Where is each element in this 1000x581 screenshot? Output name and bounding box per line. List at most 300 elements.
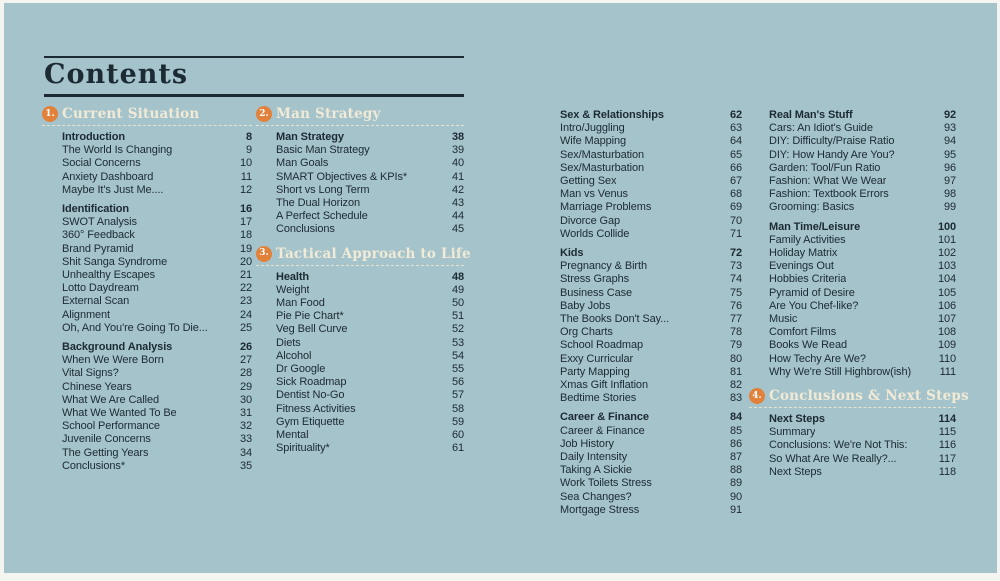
toc-entry-row xyxy=(540,366,742,379)
toc-entry-title: Why We're Still Highbrow(ish) xyxy=(769,365,912,378)
toc-entry-page-number: 49 xyxy=(451,283,464,296)
toc-entry-page-number: 9 xyxy=(245,144,252,157)
toc-entry-title: Job History xyxy=(560,437,614,450)
toc-entry-page-number: 106 xyxy=(937,299,956,312)
toc-entry-page-number: 69 xyxy=(729,201,742,214)
toc-entry-page-number: 57 xyxy=(451,389,464,402)
toc-entry-page-number: 118 xyxy=(938,465,956,478)
toc-entry-row xyxy=(256,337,464,350)
toc-entry-row xyxy=(42,447,252,460)
toc-entry-title: SWOT Analysis xyxy=(62,216,137,229)
toc-entry-row xyxy=(749,122,956,135)
toc-entry-page-number: 85 xyxy=(729,424,742,437)
toc-entry-row xyxy=(540,122,742,135)
toc-entry-page-number: 66 xyxy=(729,161,742,174)
toc-entry-title: Career & Finance xyxy=(560,424,645,437)
toc-entry-row xyxy=(42,171,252,184)
section-header xyxy=(42,106,252,126)
section-title: Tactical Approach to Life xyxy=(276,245,471,262)
toc-entry-page-number: 51 xyxy=(451,310,464,323)
toc-entry-page-number: 32 xyxy=(239,420,252,433)
toc-entry-title: Vital Signs? xyxy=(62,367,119,380)
toc-entry-title: Identification xyxy=(62,203,130,216)
toc-entry-title: The Dual Horizon xyxy=(276,197,360,210)
toc-entry-title: Conclusions xyxy=(276,223,335,236)
toc-entry-title: 360° Feedback xyxy=(62,229,135,242)
section-header xyxy=(749,388,969,408)
toc-entry-title: Brand Pyramid xyxy=(62,242,134,255)
toc-entry-row xyxy=(42,433,252,446)
toc-entry-page-number: 18 xyxy=(239,229,252,242)
toc-entry-row xyxy=(749,149,956,162)
toc-group xyxy=(256,271,464,456)
toc-entry-title: School Performance xyxy=(62,420,160,433)
toc-entry-page-number: 58 xyxy=(451,402,464,415)
toc-entry-row xyxy=(256,403,464,416)
toc-entry-page-number: 17 xyxy=(239,216,252,229)
toc-entry-title: Sex/Masturbation xyxy=(560,148,644,161)
toc-entry-title: Sick Roadmap xyxy=(276,376,347,389)
toc-entry-title: Garden: Tool/Fun Ratio xyxy=(769,161,881,174)
toc-entry-row xyxy=(256,416,464,429)
toc-entry-title: A Perfect Schedule xyxy=(276,210,368,223)
toc-entry-row xyxy=(540,175,742,188)
toc-entry-title: Juvenile Concerns xyxy=(62,433,151,446)
toc-entry-row xyxy=(749,466,956,479)
toc-entry-page-number: 111 xyxy=(939,365,956,378)
toc-entry-row xyxy=(749,247,956,260)
toc-entry-row xyxy=(540,326,742,339)
toc-entry-page-number: 84 xyxy=(729,411,742,424)
toc-group xyxy=(749,109,956,215)
toc-entry-title: Man Goals xyxy=(276,157,329,170)
toc-entry-page-number: 108 xyxy=(937,326,956,339)
toc-entry-title: Summary xyxy=(769,426,816,439)
toc-entry-title: Xmas Gift Inflation xyxy=(560,379,648,392)
toc-entry-title: Comfort Films xyxy=(769,326,837,339)
toc-group-heading-row xyxy=(42,203,252,216)
toc-entry-page-number: 86 xyxy=(729,437,742,450)
toc-entry-row xyxy=(540,215,742,228)
toc-group xyxy=(540,411,742,517)
toc-entry-page-number: 45 xyxy=(451,223,464,236)
toc-entry-page-number: 96 xyxy=(943,161,956,174)
toc-entry-row xyxy=(540,392,742,405)
toc-entry-title: Basic Man Strategy xyxy=(276,144,370,157)
toc-entry-page-number: 27 xyxy=(239,354,252,367)
toc-entry-page-number: 63 xyxy=(729,122,742,135)
toc-entry-title: Next Steps xyxy=(769,413,825,426)
toc-entry-row xyxy=(749,175,956,188)
toc-entry-row xyxy=(749,366,956,379)
toc-entry-title: Family Activities xyxy=(769,233,846,246)
toc-entry-row xyxy=(540,273,742,286)
toc-entry-title: Introduction xyxy=(62,131,125,143)
toc-entry-title: DIY: How Handy Are You? xyxy=(769,148,895,161)
toc-entry-title: Daily Intensity xyxy=(560,451,627,464)
toc-entry-row xyxy=(256,389,464,402)
toc-entry-title: The Books Don't Say... xyxy=(560,313,670,326)
toc-entry-title: Kids xyxy=(560,247,584,260)
toc-entry-title: Party Mapping xyxy=(560,365,630,378)
toc-entry-row xyxy=(540,438,742,451)
toc-entry-page-number: 77 xyxy=(729,313,742,326)
toc-entry-title: Holiday Matrix xyxy=(769,247,838,260)
toc-entry-page-number: 98 xyxy=(943,188,956,201)
toc-entry-row xyxy=(42,295,252,308)
toc-entry-page-number: 35 xyxy=(239,459,252,472)
toc-entry-page-number: 62 xyxy=(729,109,742,121)
toc-entry-row xyxy=(749,326,956,339)
toc-group xyxy=(42,131,252,197)
toc-entry-title: Social Concerns xyxy=(62,157,141,170)
toc-entry-row xyxy=(540,464,742,477)
toc-group-heading-row xyxy=(540,247,742,260)
toc-entry-row xyxy=(540,425,742,438)
toc-entry-title: Fashion: Textbook Errors xyxy=(769,188,889,201)
toc-group-heading-row xyxy=(749,413,956,426)
toc-entry-title: Diets xyxy=(276,336,301,349)
toc-entry-row xyxy=(749,135,956,148)
toc-entry-title: School Roadmap xyxy=(560,339,643,352)
toc-entry-page-number: 50 xyxy=(451,297,464,310)
toc-entry-row xyxy=(42,184,252,197)
toc-entry-page-number: 91 xyxy=(729,503,742,516)
toc-entry-page-number: 10 xyxy=(239,157,252,170)
toc-entry-row xyxy=(540,201,742,214)
toc-entry-title: Mortgage Stress xyxy=(560,503,640,516)
toc-entry-page-number: 21 xyxy=(239,269,252,282)
toc-entry-row xyxy=(540,504,742,517)
toc-entry-row xyxy=(749,188,956,201)
toc-entry-title: Maybe It's Just Me.... xyxy=(62,183,164,196)
toc-entry-page-number: 72 xyxy=(729,247,742,260)
toc-entry-title: Man Food xyxy=(276,297,325,310)
toc-entry-row xyxy=(540,313,742,326)
toc-entry-row xyxy=(42,354,252,367)
toc-entry-title: Sex & Relationships xyxy=(560,109,664,121)
toc-entry-page-number: 54 xyxy=(451,349,464,362)
toc-entry-row xyxy=(256,210,464,223)
toc-entry-row xyxy=(540,228,742,241)
toc-entry-page-number: 82 xyxy=(729,379,742,392)
toc-entry-page-number: 115 xyxy=(938,426,956,439)
toc-entry-page-number: 44 xyxy=(451,210,464,223)
toc-entry-title: Short vs Long Term xyxy=(276,183,370,196)
toc-entry-page-number: 22 xyxy=(239,282,252,295)
toc-entry-row xyxy=(256,376,464,389)
toc-entry-title: Work Toilets Stress xyxy=(560,477,652,490)
toc-entry-page-number: 25 xyxy=(239,321,252,334)
toc-entry-page-number: 33 xyxy=(239,433,252,446)
toc-entry-page-number: 19 xyxy=(239,242,252,255)
toc-entry-row xyxy=(42,229,252,242)
toc-entry-title: Man Time/Leisure xyxy=(769,220,861,233)
toc-entry-title: Conclusions* xyxy=(62,459,126,472)
toc-entry-title: Fashion: What We Wear xyxy=(769,175,887,188)
toc-entry-page-number: 52 xyxy=(451,323,464,336)
toc-entry-title: Music xyxy=(769,313,798,326)
toc-entry-row xyxy=(540,491,742,504)
toc-entry-page-number: 87 xyxy=(729,451,742,464)
toc-entry-page-number: 95 xyxy=(943,148,956,161)
toc-entry-row xyxy=(749,201,956,214)
toc-entry-page-number: 103 xyxy=(937,260,956,273)
toc-entry-title: Books We Read xyxy=(769,339,847,352)
toc-entry-page-number: 100 xyxy=(937,220,956,233)
toc-entry-title: Getting Sex xyxy=(560,175,617,188)
toc-entry-page-number: 107 xyxy=(937,313,956,326)
section-title: Man Strategy xyxy=(276,106,381,122)
toc-entry-title: The Getting Years xyxy=(62,446,149,459)
toc-group-heading-row xyxy=(540,411,742,424)
toc-entry-row xyxy=(749,426,956,439)
toc-group-heading-row xyxy=(540,109,742,122)
toc-entry-page-number: 104 xyxy=(937,273,956,286)
toc-entry-page-number: 38 xyxy=(451,131,464,143)
toc-entry-row xyxy=(540,451,742,464)
toc-entry-title: Dentist No-Go xyxy=(276,389,345,402)
section-number-badge xyxy=(42,106,58,122)
toc-entry-title: Are You Chef-like? xyxy=(769,299,859,312)
toc-group xyxy=(749,221,956,379)
toc-entry-row xyxy=(42,144,252,157)
toc-entry-row xyxy=(42,216,252,229)
toc-entry-page-number: 24 xyxy=(239,308,252,321)
toc-entry-row xyxy=(256,197,464,210)
toc-entry-page-number: 16 xyxy=(239,203,252,216)
toc-entry-title: Grooming: Basics xyxy=(769,201,855,214)
toc-entry-title: Alcohol xyxy=(276,349,312,362)
toc-entry-page-number: 39 xyxy=(451,144,464,157)
toc-entry-page-number: 109 xyxy=(937,339,956,352)
toc-entry-row xyxy=(42,269,252,282)
toc-entry-row xyxy=(256,297,464,310)
toc-entry-page-number: 31 xyxy=(239,407,252,420)
toc-entry-row xyxy=(749,339,956,352)
toc-entry-title: DIY: Difficulty/Praise Ratio xyxy=(769,135,895,148)
toc-entry-title: Cars: An Idiot's Guide xyxy=(769,122,873,135)
toc-entry-title: Unhealthy Escapes xyxy=(62,269,156,282)
toc-entry-title: Spirituality* xyxy=(276,442,330,455)
toc-entry-row xyxy=(540,188,742,201)
toc-entry-page-number: 8 xyxy=(245,131,252,143)
toc-entry-page-number: 75 xyxy=(729,286,742,299)
toc-entry-row xyxy=(42,309,252,322)
toc-entry-title: Man Strategy xyxy=(276,131,344,143)
toc-entry-row xyxy=(256,442,464,455)
toc-entry-row xyxy=(42,243,252,256)
toc-group-heading-row xyxy=(42,341,252,354)
toc-entry-page-number: 28 xyxy=(239,367,252,380)
section-number: 1. xyxy=(45,108,55,119)
toc-entry-title: Divorce Gap xyxy=(560,214,621,227)
toc-entry-page-number: 73 xyxy=(729,260,742,273)
toc-entry-page-number: 48 xyxy=(451,270,464,283)
toc-group-heading-row xyxy=(749,109,956,122)
toc-entry-row xyxy=(749,439,956,452)
toc-entry-page-number: 102 xyxy=(937,247,956,260)
toc-entry-page-number: 23 xyxy=(239,295,252,308)
toc-entry-page-number: 116 xyxy=(938,439,956,452)
toc-entry-row xyxy=(42,407,252,420)
toc-entry-page-number: 105 xyxy=(937,286,956,299)
toc-entry-row xyxy=(540,162,742,175)
toc-column-1 xyxy=(42,106,252,473)
toc-entry-title: Pregnancy & Birth xyxy=(560,260,647,273)
toc-entry-row xyxy=(256,144,464,157)
toc-entry-title: Real Man's Stuff xyxy=(769,109,853,121)
toc-entry-row xyxy=(42,381,252,394)
toc-entry-page-number: 83 xyxy=(729,392,742,405)
toc-entry-page-number: 64 xyxy=(729,135,742,148)
toc-entry-title: Bedtime Stories xyxy=(560,392,637,405)
toc-entry-page-number: 56 xyxy=(451,376,464,389)
toc-group xyxy=(540,247,742,405)
toc-entry-page-number: 26 xyxy=(239,341,252,354)
toc-entry-row xyxy=(749,260,956,273)
toc-entry-page-number: 110 xyxy=(938,352,956,365)
toc-entry-title: Org Charts xyxy=(560,326,613,339)
toc-entry-page-number: 93 xyxy=(943,122,956,135)
toc-entry-title: What We Are Called xyxy=(62,393,160,406)
toc-entry-row xyxy=(540,149,742,162)
section-number: 2. xyxy=(259,108,269,119)
contents-title-block xyxy=(44,56,464,97)
toc-entry-page-number: 81 xyxy=(729,365,742,378)
toc-entry-page-number: 74 xyxy=(729,273,742,286)
toc-entry-row xyxy=(42,420,252,433)
toc-entry-title: Pie Pie Chart* xyxy=(276,310,344,323)
section-number-badge xyxy=(256,246,272,262)
toc-entry-page-number: 65 xyxy=(729,148,742,161)
toc-entry-page-number: 114 xyxy=(938,413,956,426)
toc-entry-title: When We Were Born xyxy=(62,354,164,367)
toc-entry-row xyxy=(540,135,742,148)
toc-entry-row xyxy=(540,300,742,313)
toc-entry-page-number: 67 xyxy=(729,175,742,188)
toc-column-4 xyxy=(749,109,969,479)
toc-group xyxy=(749,413,956,479)
toc-entry-title: Hobbies Criteria xyxy=(769,273,847,286)
toc-entry-title: Mental xyxy=(276,429,309,442)
section-number: 3. xyxy=(259,248,269,259)
toc-entry-row xyxy=(749,353,956,366)
toc-entry-title: Intro/Juggling xyxy=(560,122,625,135)
page-title: Contents xyxy=(44,59,189,90)
toc-entry-title: Fitness Activities xyxy=(276,402,356,415)
toc-entry-title: Baby Jobs xyxy=(560,299,611,312)
toc-entry-title: Wife Mapping xyxy=(560,135,627,148)
toc-entry-title: Shit Sanga Syndrome xyxy=(62,255,168,268)
toc-entry-page-number: 20 xyxy=(239,255,252,268)
toc-entry-row xyxy=(256,323,464,336)
toc-entry-page-number: 89 xyxy=(729,477,742,490)
toc-entry-title: Health xyxy=(276,270,310,283)
toc-entry-page-number: 88 xyxy=(729,464,742,477)
toc-entry-row xyxy=(540,353,742,366)
toc-group xyxy=(42,203,252,335)
toc-entry-row xyxy=(749,162,956,175)
toc-column-3 xyxy=(540,109,742,517)
toc-entry-page-number: 94 xyxy=(943,135,956,148)
toc-entry-page-number: 59 xyxy=(451,415,464,428)
section-number-badge xyxy=(256,106,272,122)
toc-entry-row xyxy=(256,184,464,197)
toc-entry-title: How Techy Are We? xyxy=(769,352,866,365)
toc-entry-row xyxy=(540,477,742,490)
toc-group xyxy=(42,341,252,473)
toc-entry-row xyxy=(540,339,742,352)
toc-entry-title: Man vs Venus xyxy=(560,188,628,201)
toc-entry-title: Taking A Sickie xyxy=(560,464,632,477)
toc-entry-page-number: 99 xyxy=(943,201,956,214)
toc-entry-row xyxy=(749,313,956,326)
toc-column-2 xyxy=(256,106,471,455)
toc-entry-page-number: 41 xyxy=(451,170,464,183)
toc-entry-row xyxy=(42,322,252,335)
toc-entry-row xyxy=(256,157,464,170)
toc-entry-row xyxy=(256,310,464,323)
toc-entry-title: Background Analysis xyxy=(62,341,173,354)
section-header xyxy=(256,245,471,266)
toc-entry-page-number: 43 xyxy=(451,197,464,210)
toc-entry-page-number: 70 xyxy=(729,214,742,227)
toc-entry-page-number: 79 xyxy=(729,339,742,352)
toc-entry-row xyxy=(749,287,956,300)
toc-entry-title: So What Are We Really?... xyxy=(769,452,897,465)
section-number-badge xyxy=(749,388,765,404)
section-header xyxy=(256,106,464,126)
toc-entry-title: Dr Google xyxy=(276,363,326,376)
toc-entry-page-number: 92 xyxy=(943,109,956,121)
toc-entry-title: Marriage Problems xyxy=(560,201,652,214)
toc-entry-page-number: 60 xyxy=(451,429,464,442)
toc-entry-row xyxy=(256,171,464,184)
toc-entry-title: Oh, And You're Going To Die... xyxy=(62,321,208,334)
toc-entry-title: Business Case xyxy=(560,286,633,299)
toc-entry-title: What We Wanted To Be xyxy=(62,407,177,420)
toc-entry-row xyxy=(749,234,956,247)
toc-entry-row xyxy=(256,429,464,442)
toc-entry-title: Anxiety Dashboard xyxy=(62,170,154,183)
toc-entry-title: Conclusions: We're Not This: xyxy=(769,439,908,452)
toc-entry-row xyxy=(42,282,252,295)
toc-entry-title: Chinese Years xyxy=(62,380,132,393)
toc-entry-page-number: 80 xyxy=(729,352,742,365)
toc-entry-title: Career & Finance xyxy=(560,411,649,424)
toc-entry-row xyxy=(540,379,742,392)
toc-entry-title: Sea Changes? xyxy=(560,490,632,503)
toc-entry-page-number: 55 xyxy=(451,363,464,376)
section-number: 4. xyxy=(752,390,762,401)
toc-entry-page-number: 90 xyxy=(729,490,742,503)
toc-entry-row xyxy=(256,363,464,376)
toc-entry-title: Sex/Masturbation xyxy=(560,161,644,174)
section-title: Conclusions & Next Steps xyxy=(769,388,969,405)
toc-entry-row xyxy=(256,284,464,297)
toc-entry-row xyxy=(42,460,252,473)
toc-entry-row xyxy=(42,256,252,269)
toc-entry-page-number: 61 xyxy=(451,442,464,455)
toc-entry-page-number: 34 xyxy=(239,446,252,459)
toc-entry-row xyxy=(749,273,956,286)
toc-entry-title: Weight xyxy=(276,283,310,296)
toc-group-heading-row xyxy=(42,131,252,144)
toc-entry-row xyxy=(42,157,252,170)
toc-entry-page-number: 11 xyxy=(240,170,252,183)
toc-entry-page-number: 40 xyxy=(451,157,464,170)
